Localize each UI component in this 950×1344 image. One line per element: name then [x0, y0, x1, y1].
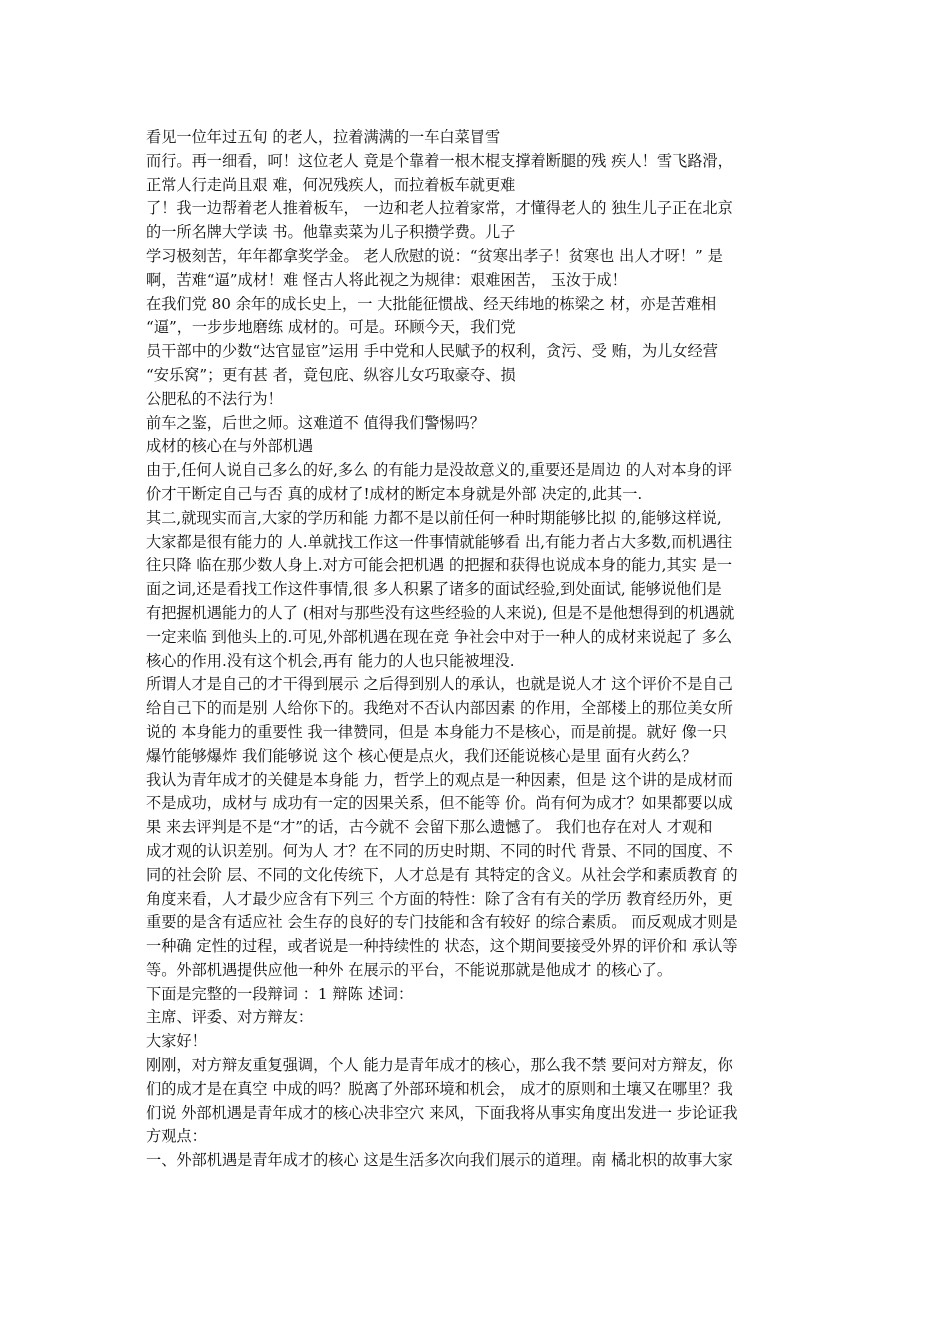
text-line: 刚刚，对方辩友重复强调，个人 能力是青年成才的核心，那么我不禁 要问对方辩友，你	[146, 1056, 733, 1075]
text-line: 公肥私的不法行为！	[146, 389, 283, 408]
text-line: 正常人行走尚且艰 难，何况残疾人，而拉着板车就更难	[146, 175, 516, 194]
text-line: 面之词,还是看找工作这件事情,很 多人积累了诸多的面试经验,到处面试, 能够说他们是	[146, 580, 722, 599]
text-line: 大家好！	[146, 1032, 207, 1051]
text-line: 员干部中的少数“达官显宦”运用 手中党和人民赋予的权利，贪污、受 贿，为儿女经营	[146, 342, 718, 361]
text-line: 重要的是含有适应社 会生存的良好的专门技能和含有较好 的综合素质。 而反观成才则是	[146, 913, 738, 932]
text-line: 不是成功，成材与 成功有一定的因果关系，但不能等 价。尚有何为成才？如果都要以成	[146, 794, 733, 813]
text-line: 看见一位年过五旬 的老人，拉着满满的一车白菜冒雪	[146, 128, 501, 146]
text-line: 下面是完整的一段辩词 ：1 辩陈 述词：	[146, 984, 414, 1003]
text-line: 爆竹能够爆炸 我们能够说 这个 核心便是点火，我们还能说核心是里 面有火药么？	[146, 746, 697, 765]
text-line: 而行。再一细看，呵！这位老人 竟是个靠着一根木棍支撑着断腿的残 疾人！雪飞路滑，	[146, 151, 733, 170]
text-line: 核心的作用.没有这个机会,再有 能力的人也只能被埋没.	[146, 651, 515, 670]
text-line: 果 来去评判是不是“才”的话，古今就不 会留下那么遗憾了。 我们也存在对人 才观和	[146, 818, 713, 837]
text-line: 成才观的认识差别。何为人 才？在不同的历史时期、不同的时代 背景、不同的国度、不	[146, 841, 733, 860]
text-line: 价才干断定自己与否 真的成材了!成材的断定本身就是外部 决定的,此其一.	[146, 484, 643, 503]
text-line: 其二,就现实而言,大家的学历和能 力都不是以前任何一种时期能够比拟 的,能够这样说,	[146, 508, 722, 527]
text-line: 们的成才是在真空 中成的吗？脱离了外部环境和机会， 成才的原则和土壤又在哪里？我	[146, 1079, 733, 1098]
document-body	[146, 126, 808, 1173]
text-line: 主席、评委、对方辩友：	[146, 1008, 314, 1027]
text-line: 有把握机遇能力的人了 (相对与那些没有这些经验的人来说), 但是不是他想得到的机遇就	[146, 603, 735, 622]
text-line: 在我们党 80 余年的成长史上，一 大批能征惯战、经天纬地的栋梁之 材，亦是苦难相	[146, 294, 717, 313]
text-line: 角度来看，人才最少应含有下列三 个方面的特性：除了含有有关的学历 教育经历外，更	[146, 889, 733, 908]
section-heading: 成材的核心在与外部机遇	[146, 437, 314, 456]
text-line: 等。外部机遇提供应他一种外 在展示的平台，不能说那就是他成才 的核心了。	[146, 960, 673, 979]
text-line: 方观点：	[146, 1127, 207, 1146]
text-line: 啊，苦难“逼”成材！难 怪古人将此视之为规律：艰难困苦， 玉汝于成！	[146, 270, 627, 289]
text-line: 一、外部机遇是青年成才的核心 这是生活多次向我们展示的道理。南 橘北枳的故事大家	[146, 1151, 733, 1170]
text-line: 学习极刻苦，年年都拿奖学金。 老人欣慰的说：“贫寒出孝子！贫寒也 出人才呀！” 是	[146, 246, 723, 265]
text-line: 一定来临 到他头上的.可见,外部机遇在现在竞 争社会中对于一种人的成材来说起了 多么	[146, 627, 733, 646]
text-line: “安乐窝”；更有甚 者，竟包庇、纵容儿女巧取豪夺、损	[146, 365, 516, 384]
text-line: 一种确 定性的过程，或者说是一种持续性的 状态，这个期间要接受外界的评价和 承认等	[146, 937, 738, 956]
text-line: 给自己下的而是别 人给你下的。我绝对不否认内部因素 的作用，全部楼上的那位美女所	[146, 699, 733, 718]
text-line: 的一所名牌大学读 书。他靠卖菜为儿子积攒学费。儿子	[146, 223, 516, 242]
text-line: 我认为青年成才的关健是本身能 力，哲学上的观点是一种因素，但是 这个讲的是成材而	[146, 770, 733, 789]
text-line: 由于,任何人说自己多么的好,多么 的有能力是没故意义的,重要还是周边 的人对本身的评	[146, 461, 733, 480]
text-line: 了！我一边帮着老人推着板车， 一边和老人拉着家常，才懂得老人的 独生儿子正在北京	[146, 199, 733, 218]
text-line: 说的 本身能力的重要性 我一律赞同，但是 本身能力不是核心，而是前提。就好 像一只	[146, 722, 728, 741]
text-line: 所谓人才是自己的才干得到展示 之后得到别人的承认，也就是说人才 这个评价不是自己	[146, 675, 733, 694]
text-line: 大家都是很有能力的 人.单就找工作这一件事情就能够看 出,有能力者占大多数,而机遇往	[146, 532, 733, 551]
text-line: 们说 外部机遇是青年成才的核心决非空穴 来风，下面我将从事实角度出发进一 步论证我	[146, 1103, 738, 1122]
text-line: 同的社会阶 层、不同的文化传统下，人才总是有 其特定的含义。从社会学和素质教育 的	[146, 865, 738, 884]
text-line: 往只降 临在那少数人身上.对方可能会把机遇 的把握和获得也说成本身的能力,其实 是一	[146, 556, 733, 575]
text-line: 前车之鉴，后世之师。这难道不 值得我们警惕吗？	[146, 413, 485, 432]
text-line: “逼”，一步步地磨练 成材的。可是。环顾今天，我们党	[146, 318, 516, 337]
